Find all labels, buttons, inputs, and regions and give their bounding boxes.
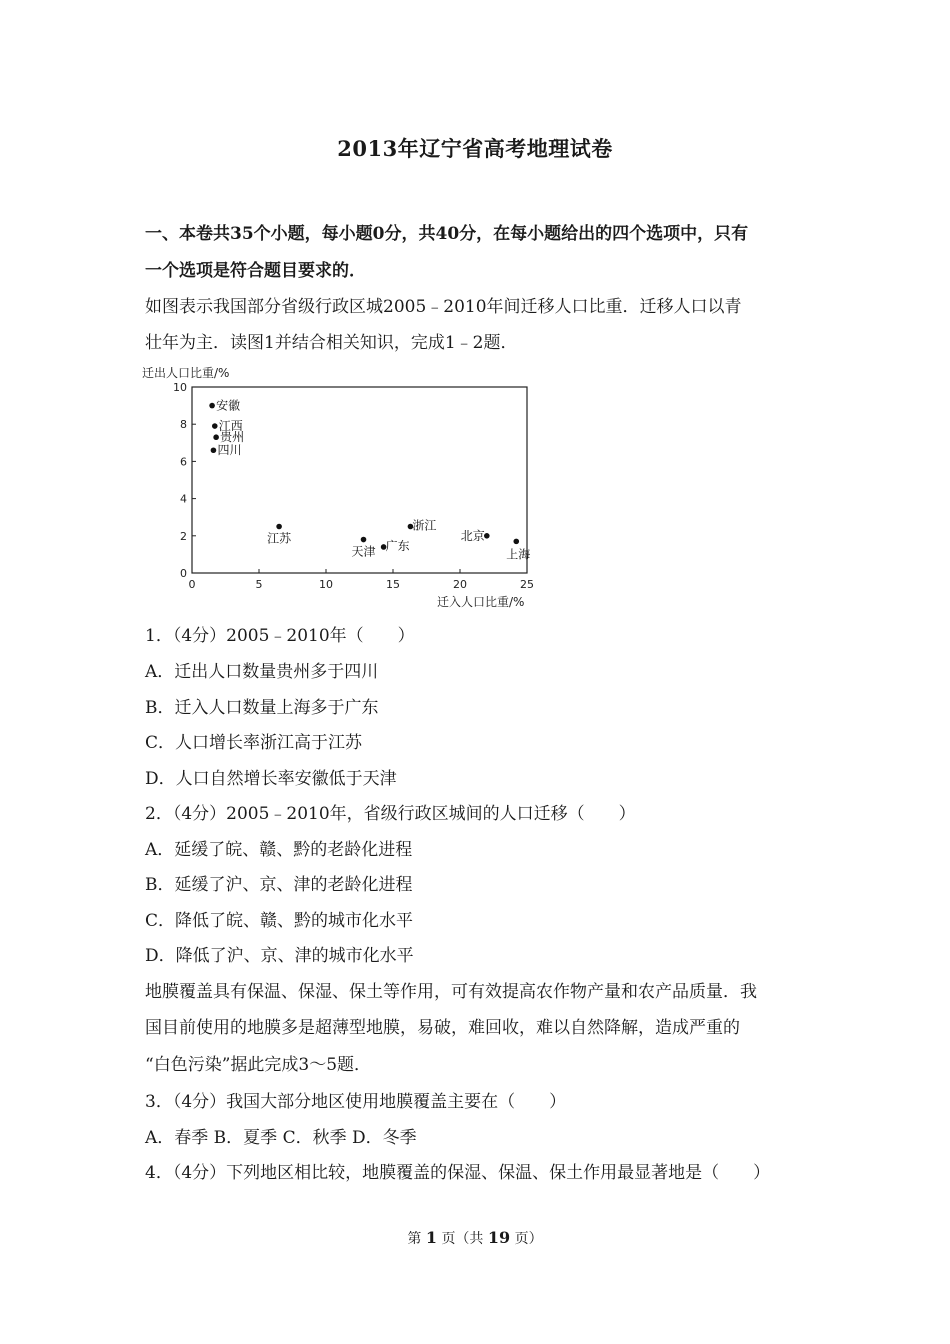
migration-scatter-chart <box>140 362 540 610</box>
chart-y-axis-label: 迁出人口比重/% <box>142 366 230 380</box>
intro-1-line-2: 壮年为主．读图1并结合相关知识，完成1﹣2题． <box>145 333 518 353</box>
y-tick-label: 0 <box>180 567 187 580</box>
data-point-label: 贵州 <box>220 430 245 445</box>
x-tick-label: 10 <box>319 578 333 591</box>
section-header-line-2: 一个选项是符合题目要求的． <box>145 261 366 281</box>
chart-points <box>209 398 530 562</box>
data-point <box>213 434 219 440</box>
q1-option-d: D．人口自然增长率安徽低于天津 <box>145 769 397 789</box>
q1-option-b: B．迁入人口数量上海多于广东 <box>145 698 379 718</box>
data-point <box>361 537 367 543</box>
x-tick-label: 0 <box>188 578 196 591</box>
footer-prefix: 第 <box>407 1231 422 1247</box>
data-point-label: 广东 <box>385 538 410 553</box>
data-point <box>211 447 217 453</box>
data-point <box>513 539 519 545</box>
data-point <box>276 524 282 530</box>
q2-stem: 2．（4分）2005﹣2010年，省级行政区城间的人口迁移（ ） <box>145 804 636 824</box>
page-title: 2013年辽宁省高考地理试卷 <box>337 136 613 161</box>
section-header-line-1: 一、本卷共35个小题，每小题0分，共40分，在每小题给出的四个选项中，只有 <box>145 224 749 244</box>
data-point-label: 江西 <box>218 419 243 434</box>
q2-option-c: C．降低了皖、赣、黔的城市化水平 <box>145 911 414 931</box>
data-point-label: 北京 <box>460 528 485 543</box>
y-tick-label: 4 <box>180 492 187 506</box>
y-tick-label: 8 <box>180 418 187 432</box>
data-point-label: 浙江 <box>412 518 437 533</box>
y-tick-label: 2 <box>180 529 187 543</box>
x-tick-label: 5 <box>255 578 263 591</box>
x-tick-label: 20 <box>453 578 467 591</box>
intro-2-line-1: 地膜覆盖具有保温、保湿、保土等作用，可有效提高农作物产量和农产品质量．我 <box>145 982 757 1002</box>
q1-option-a: A．迁出人口数量贵州多于四川 <box>145 662 379 682</box>
q2-option-a: A．延缓了皖、赣、黔的老龄化进程 <box>145 840 413 860</box>
q2-option-b: B．延缓了沪、京、津的老龄化进程 <box>145 875 413 895</box>
intro-2-line-2: 国目前使用的地膜多是超薄型地膜，易破，难回收，难以自然降解，造成严重的 <box>145 1018 740 1038</box>
footer-suffix: 页） <box>514 1231 543 1247</box>
data-point-label: 天津 <box>351 544 376 559</box>
data-point-label: 安徽 <box>216 398 241 413</box>
y-tick-label: 6 <box>180 455 187 469</box>
q4-stem: 4．（4分）下列地区相比较，地膜覆盖的保湿、保温、保土作用最显著地是（ ） <box>145 1163 771 1183</box>
data-point-label: 江苏 <box>267 531 292 546</box>
q1-option-c: C．人口增长率浙江高于江苏 <box>145 733 363 753</box>
x-tick-label: 25 <box>520 578 534 591</box>
data-point <box>212 423 218 429</box>
chart-x-axis-label: 迁入人口比重/% <box>437 595 525 609</box>
intro-1-line-1: 如图表示我国部分省级行政区城2005﹣2010年间迁移人口比重．迁移人口以青 <box>145 297 742 317</box>
page-footer <box>0 1228 950 1248</box>
data-point-label: 四川 <box>217 443 242 458</box>
q1-stem: 1．（4分）2005﹣2010年（ ） <box>145 626 415 646</box>
q2-option-d: D．降低了沪、京、津的城市化水平 <box>145 946 414 966</box>
footer-page-number: 1 <box>425 1228 437 1247</box>
data-point <box>484 533 490 539</box>
x-tick-label: 15 <box>386 578 400 591</box>
q3-options: A．春季 B．夏季 C．秋季 D．冬季 <box>145 1128 417 1148</box>
intro-2-line-3: “白色污染”据此完成3～5题． <box>145 1055 372 1075</box>
q3-stem: 3．（4分）我国大部分地区使用地膜覆盖主要在（ ） <box>145 1092 567 1112</box>
footer-total-pages: 19 <box>487 1228 511 1247</box>
data-point <box>209 403 215 409</box>
footer-mid: 页（共 <box>441 1231 484 1247</box>
y-tick-label: 10 <box>173 381 187 394</box>
data-point-label: 上海 <box>506 547 531 562</box>
